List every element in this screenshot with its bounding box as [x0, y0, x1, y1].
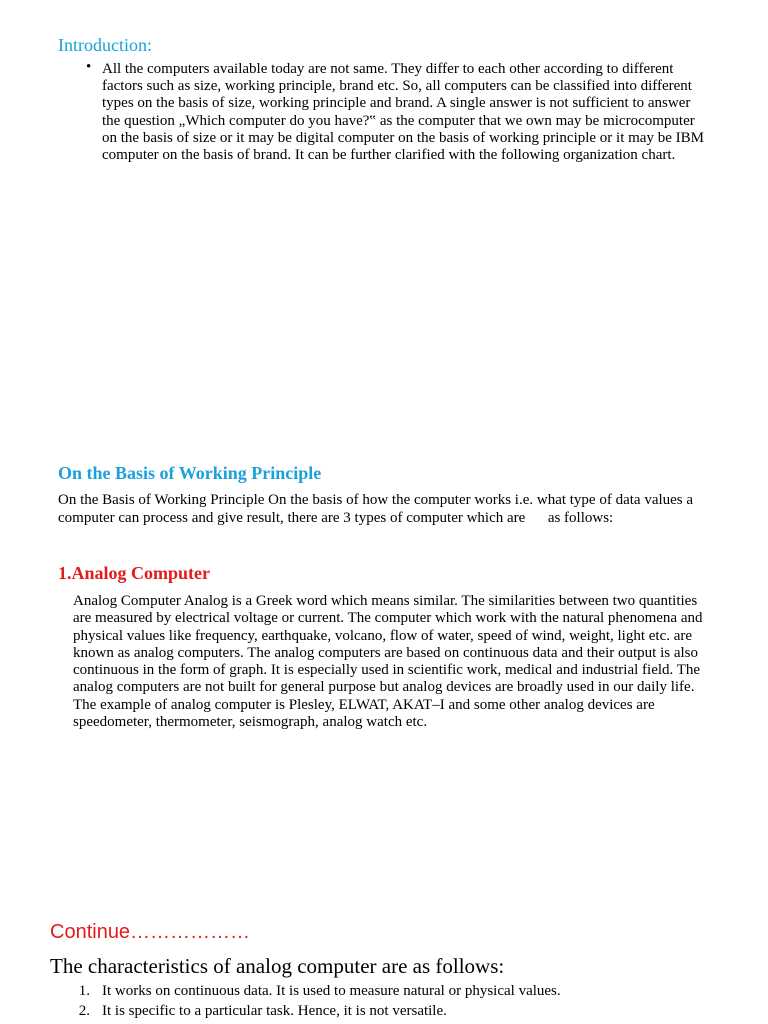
list-item	[72, 981, 672, 1001]
introduction-heading: Introduction:	[58, 35, 152, 55]
list-item-text: It works on continuous data. It is used to measure natural or physical values.	[102, 983, 561, 999]
continue-label: Continue………………	[50, 921, 251, 943]
analog-computer-heading: 1.Analog Computer	[58, 563, 210, 583]
list-item-number: 1.	[78, 983, 90, 999]
characteristics-heading: The characteristics of analog computer are as follows:	[50, 954, 505, 978]
working-principle-heading: On the Basis of Working Principle	[58, 463, 322, 483]
list-item-text: It is specific to a particular task. Hence, it is not versatile.	[102, 1003, 447, 1019]
analog-computer-paragraph: Analog Computer Analog is a Greek word which means similar. The similarities between two quantities are measured by electrical voltage or current. The computer which work with the natural phenomena and physical values like frequency, earthquake, volcano, flow of water, speed of wind, weight, light etc. are known as analog computers. The analog computers are based on continuous data and their output is also continuous in the form of graph. It is especially used in scientific work, medical and industrial field. The analog computers are not built for general purpose but analog devices are broadly used in our daily life. The example of analog computer is Plesley, ELWAT, AKAT–I and some other analog devices are speedometer, thermometer, seismograph, analog watch etc.	[73, 593, 703, 731]
list-item-number: 2.	[78, 1003, 90, 1019]
introduction-paragraph: All the computers available today are not same. They differ to each other according to different factors such as size, working principle, brand etc. So, all computers can be classified into different types on the basis of size, working principle and brand. A single answer is not sufficient to answer the question „Which computer do you have?‟ as the computer that we own may be microcomputer on the basis of size or it may be digital computer on the basis of working principle or it may be IBM computer on the basis of brand. It can be further clarified with the following organization chart.	[102, 61, 704, 164]
list-item	[72, 1001, 672, 1021]
working-principle-paragraph: On the Basis of Working Principle On the basis of how the computer works i.e. what type of data values a computer can process and give result, there are 3 types of computer which are as follows:	[58, 492, 697, 526]
bullet-icon: •	[86, 59, 92, 75]
